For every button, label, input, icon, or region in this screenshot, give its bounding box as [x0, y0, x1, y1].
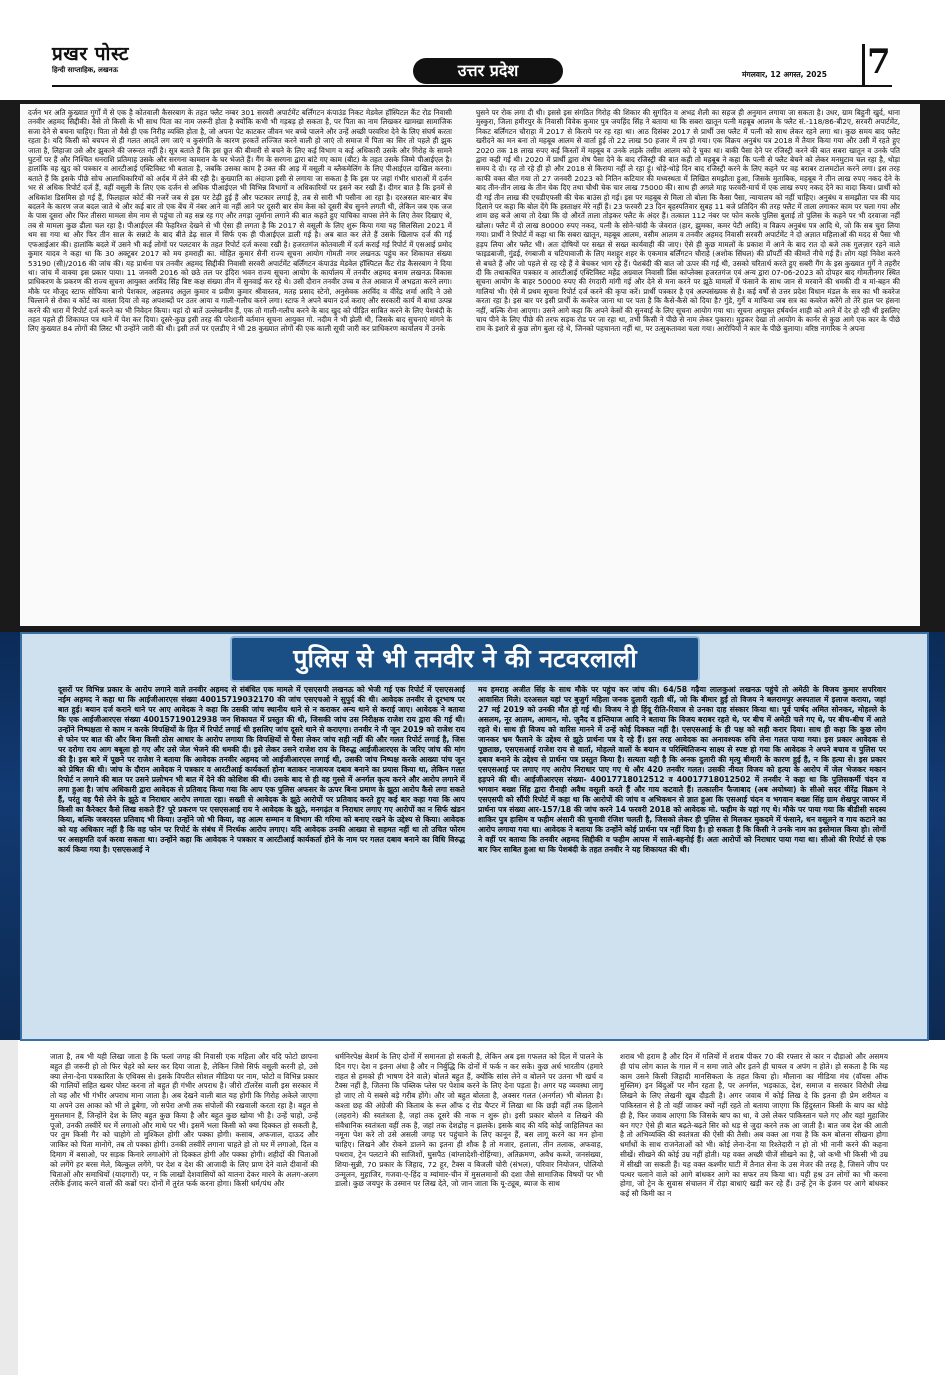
newspaper-name: प्रखर पोस्ट — [52, 43, 129, 65]
header-rule — [52, 85, 892, 87]
top-story-left-column: दर्जन भर अति कुख्यात गुर्गों में से एक है कोतवाली कैसरबाग के तहत फ्लैट नम्बर 301 सरवरी अपार्टमेंट बर्लिंगटन कंपाउंड निकट मेडवेल हॉस्पिटल कैंट रोड निवासी तनवीर अहमद सिद्दीकी। वैसे तो किसी के भी साथ पिता का नाम जरूरी होता है क्योंकि कभी भी गड़बड़ हो सकता है, पर पिता का नाम लिखकर खामखा सामाजिक सजा देने से बचना चाहिए। पिता तो वैसे ही एक निरीह व्यक्ति होता है, जो अपना पेट काटकर जीवन भर बच्चे पालने और उन्हें अच्छी परवरिश देने के लिए संघर्ष करता रहता है। यदि किसी को बचपन से ही गलत आदतें लग जाएं व कुसंगति के कारण हरकतें लज्जित करने वाली हो जाएं तो समाज में पिता का सिर तो पहले ही झुक जाता है, लिहाजा उसे और झुकाने की जरूरत नहीं है। सूत्र बताते हैं कि इस छूत की बीमारी से बचने के लिए कई विभाग व कई अधिकारी उसके और गिरोह के सामने घुटनों पर हैं और निश्चित धनराशि प्रतिमाह उसके और सरगना कामरान के घर भेजते हैं। गैंग के सरगना द्वारा बांटे गए काम (बीट) के तहत उसके जिम्मे पीआईएल है। हालांकि वह खुद को पत्रकार व आरटीआई एक्टिविस्ट भी बताता है, जबकि उसका काम है उक्त की आड़ में वसूली व ब्लैकमेलिंग के लिए पीआईएल दाखिल करना। बताते हैं कि इसके पीछे सोच आलाधिकारियों को अर्दब में लेने की रही है। कुख्याति का अंदाजा इसी से लगाया जा सकता है कि इस पर जहां गंभीर धाराओं में दर्जन भर से अधिक रिपोर्ट दर्ज हैं, वहीं वसूली के लिए एक दर्जन से अधिक पीआईएल भी विभिन्न विभागों व अधिकारियों पर इसने कर रखी हैं। दीगर बात है कि इनमें से अधिकांश डिसमिस हो गई हैं, फिलहाल कोर्ट की नजरें जब से इस पर टेढ़ी हुई हैं और फटकार लगाई है, तब से सारी भी पसीना आ रहा है। दरअसल बार-बार बेंच बदलने के कारण जज बदल जाते थे और कई बार तो एक बेंच में नंबर आने वा नहीं आने पर दूसरी बार सेम केस को दूसरी बेंच सुनने लगती थी, लेकिन जब एक जज के पास दूसरा और फिर तीसरा मामला सेम नाम से पहुंचा तो वह सन्न रह गए और तगड़ा जुर्माना लगाने की बात कहते हुए याचिका वापस लेने के लिए तेवर दिखाए थे, तब से मामला कुछ ढीला चल रहा है। पीआईएल की फेहरिश्त देखने से भी ऐसा ही लगता है कि 2017 से वसूली के लिए शुरू किया गया यह सिलसिला 2021 में थम सा गया था और फिर तीन साल के सन्नाटे के बाद बीते डेढ़ साल में सिर्फ एक ही पीआईएल डाली गई है। अब बात कर लेते हैं उसके खिलाफ दर्ज की गई एफआईआर की। हालांकि बदले में उसने भी कई लोगों पर पलटवार के तहत रिपोर्ट दर्ज करवा रखी है। हजरतगंज कोतवाली में दर्ज कराई गई रिपोर्ट में एसआई प्रमोद कुमार यादव ने कहा था कि 30 अक्टूबर 2017 को मय हमराही का. मोहित कुमार सैनी राज्य सूचना आयोग गोमती नगर लखनऊ पहुंच कर शिकायत संख्या 53190 (सी)/2016 की जांच की। यह प्रार्थना पत्र तनवीर अहमद सिद्दीकी निवासी सरवरी अपार्टमेंट बर्लिंगटन कंपाउंड मेडवेल हॉस्पिटल कैंट रोड कैसरबाग ने दिया था। जांच में वाक्या इस प्रकार पाया। 11 जनवरी 2016 को छठे तल पर इंदिरा भवन राज्य सूचना आयोग के कार्यालय में तनवीर अहमद बनाम लखनऊ विकास प्राधिकरण के प्रकरण की राज्य सूचना आयुक्त अरविंद सिंह बिष्ट कक्ष संख्या तीन में सुनवाई कर रहे थे। उसी दौरान तनवीर उच्च व तेज आवाज में अभद्रता करने लगा। मौके पर मौजूद स्टाफ सोफिया बानो पेशकार, अहलमद अतुल कुमार व प्रवीण कुमार श्रीवास्तव, मतह प्रसाद स्टेनो, अनुसेवक अरविंद व वीरेंद्र शर्मा आदि ने उसे चिल्लाने से रोका व कोर्ट का वास्ता दिया तो वह अपशब्दों पर उतर आया व गाली-गलौच करने लगा। स्टाफ ने अपने बयान दर्ज कराए और सरकारी कार्य में बाधा उत्पन्न करने की धारा में रिपोर्ट दर्ज करने का भी निवेदन किया। यहां दो बातें उल्लेखनीय हैं, एक तो गाली-गलौच करने के बाद खुद को पीड़ित साबित करने के लिए पेशबंदी के तहत पहले ही शिकायत पत्र थाने में पेश कर दिया। दूसरे-कुछ इसी तरह की परेशानी वर्तमान सूचना आयुक्त गो. नदीम ने भी झेली थी, जिसके बाद सुचनाएं मांगने के लिए कुख्यात 84 लोगों की लिस्ट भी उन्होंने जारी की थी। इसी तर्ज पर एलडीए ने भी 28 कुख्यात लोगों की एक काली सूची जारी कर प्राधिकरण कार्यालय में उनके — [28, 108, 452, 334]
feature-left-column: दूसरों पर विभिन्न प्रकार के आरोप लगाने वाले तनवीर अहमद से संबंधित एक मामले में एसएसपी लखनऊ को भेजी गई एक रिपोर्ट में एसएसआई नईम अहमद ने कहा था कि आईजीआरएस संख्या 40015719032170 की जांच एसएचओ ने सुपुर्द की थी। आवेदक तनवीर से दूरभाष पर बात हुई। बयान दर्ज कराने थाने पर आए आवेदक ने कहा कि उसकी जांच स्थानीय थाने से न कराकर अन्य थाने से कराई जाए। आवेदक ने बताया कि एक आईजीआरएस संख्या 40015719012938 जन शिकायत में प्रस्तुत की थी, जिसकी जांच उस निरीक्षक राजेश राय द्वारा की गई थी। उन्होंने निष्पक्षता से काम न करके विपक्षियों के हित में रिपोर्ट लगाई थी इसलिए जांच दूसरे थाने से कराएगा। तनवीर ने नौ जून 2019 को राजेश राय से फोन पर बात की और बिना किसी ठोस आधार के आरोप लगाया कि विपक्षियों से पैसा लेकर जांच सही नहीं की और गलत रिपोर्ट लगाई है, जिस पर दरोगा राय आग बबूला हो गए और उसे जेल भेजने की धमकी दी। इसे लेकर उसने राजेश राय के विरुद्ध आईजीआरएस के जरिए जांच की मांग की है। इस बारे में पूछने पर राजेश ने बताया कि आवेदक तनवीर अहमद जो आईजीआरएस लगाई थी, उसकी जांच निष्पक्ष करके आख्या पांच जून को प्रेषित की थी। जांच के दौरान आवेदक ने पत्रकार व आरटीआई कार्यकर्ता होना बताकर नाजायज दबाव बनाने का प्रयास किया था, लेकिन गलत रिपोर्ट न लगाने की बात पर उसने प्रलोभन भी बात में देने की कोशिश की थी। उसके बाद से ही वह गुस्से में अनर्गल कृत्य करने और आरोप लगाने में लगा हुआ है। जांच अधिकारी द्वारा आवेदक से प्रतिवाद किया गया कि आप एक पुलिस अफसर के ऊपर बिना प्रमाण के झूठा आरोप कैसे लगा सकते हैं, परंतु वह पैसे लेने के झूठे व निराधार आरोप लगाता रहा। सख्ती से आवेदक के झूठे आरोपों पर प्रतिवाद करते हुए कई बार कहा गया कि आप किसी का कैरेक्टर कैसे लिख सकते हैं? पूरे प्रकरण पर एसएसआई राय ने आवेदक के झूठे, मनगढ़ंत व निराधार लगाए गए आरोपों का न सिर्फ खंडन किया, बल्कि जबरदस्त प्रतिवाद भी किया। उन्होंने जो भी किया, वह आत्म सम्मान व विभाग की गरिमा को बनाए रखने के उद्देश्य से किया। आवेदक को यह अधिकार नहीं है कि वह फोन पर रिपोर्ट के संबंध में निरर्थक आरोप लगाए। यदि आवेदक उनकी आख्या से सहमत नहीं था तो उचित फोरम पर असहमति दर्ज करवा सकता था। उन्होंने कहा कि आवेदक ने पत्रकार व आरटीआई कार्यकर्ता होने के नाम पर गलत दबाव बनाने का विधि विरुद्ध कार्य किया गया है। एसएसआई ने — [58, 685, 465, 854]
page-number: 7 — [867, 42, 891, 82]
newspaper-subtitle: हिन्दी साप्ताहिक, लखनऊ — [52, 66, 119, 74]
section-label: उत्तर प्रदेश — [413, 58, 563, 84]
bottom-column-2: धर्मनिरपेक्ष बेशर्म के लिए दोनों में समानता हो सकती है, लेकिन अब इस गफलत को दिल में पालने के दिन गए। देश न इतना अंधा है और न निर्बुद्धि कि दोनों में फर्क न कर सके। कुछ अर्ध भारतीय (हमारे राहत से हमको ही भाषण देने वाले) बोलते बहुत हैं, क्योंकि सांस लेने व बोलने पर उतना भी खर्च व टैक्स नहीं है, जितना कि पब्लिक प्लेस पर पेशाब करने के लिए देना पड़ता है। अगर यह व्यवस्था लागू हो जाए तो ये सबसे बड़े गरीब होंगे। और जो बहुत बोलता है, अक्सर गलत (अनर्गल) भी बोलता है। कश्ता छह की अंग्रेजी की किताब के रूल ऑफ द रोड चैप्टर में लिखा था कि छड़ी वहीं तक हिलाने (लहराने) की स्वतंत्रता है, जहां तक दूसरे की नाक न शुरू हो। इसी प्रकार बोलने व लिखने की संवैधानिक स्वतंत्रता वहीं तक है, जहां तक देशद्रोह न झलके। इसके बाद की यदि कोई जाहिलियत का नमूना पेश करे तो उसे असली जगह पर पहुंचाने के लिए कानून हैं, बस लागू करने का मन होना चाहिए। लिखने और रोकने डालने का इतना ही शौक है तो मजार, हलाला, तीन तलाक, अफवाह, पथराव, ट्रेन पलटाने की साजिशों, घुसपैठ (बांग्लादेशी-रोहिंग्या), अतिक्रमण, अवैध कब्जे, जनसंख्या, शिया-सुन्नी, 70 प्रकार के जिहाद, 72 हूर, टैक्स व बिजली चोरी (संभल), परिवार नियोजन, पोलियो उन्मूलन, मुहाजिर, गजवा-ए-हिंद व म्यांमार-चीन में मुसलमानों की दशा जैसे सामाजिक विषयों पर भी डालो। कुछ जयपुर के उस्मान पर लिख देते, जो जान जाता कि यू-ट्यूब, ब्याज के साथ — [335, 1052, 603, 1189]
feature-headline: पुलिस से भी तनवीर ने की नटवरलाली — [230, 636, 700, 682]
left-edge-decoration — [0, 1040, 18, 1375]
masthead — [52, 40, 892, 88]
feature-right-column: मय हमराह अजीत सिंह के साथ मौके पर पहुंच कर जांच की। 64/58 गढ़ैया लालकुआं लखनऊ पहुंचे तो अमेठी के विजय कुमार सपरिवार आवासित मिले। दरअसल यहां पर बुजुर्ग महिला जनक दुलारी रहती थीं, जो कि बीमार हुईं तो विजय ने बलरामपुर अस्पताल में इलाज कराया, जहां 27 मई 2019 को उनकी मौत हो गई थी। विजय ने ही हिंदू रीति-रिवाज से उनका दाह संस्कार किया था। पूर्व पार्षद अमित सोनकर, मोहल्ले के असलम, नूर आलम, आमान, मो. जुनैद व इम्तियाज आदि ने बताया कि विजय बराबर रहते थे, पर बीच में अमेठी चले गए थे, पर बीच-बीच में आते रहते थे। साथ ही विजय को वारिस मानने में उन्हें कोई दिक्कत नहीं है। एसएसआई के ही पक्ष को सही करार दिया। साथ ही कहा कि कुछ लोग जानकर भ्रम फैलाने के उद्देश्य से झूठे प्रार्थना पत्र दे रहे हैं। इस तरह आवेदक का अनावश्यक रुचि लेना गलत पाया गया। इस प्रकार आवेदक से पूछताछ, एसएसआई राजेश राय से वार्ता, मोहल्ले वालों के बयान व परिस्थितिजन्य साक्ष्य से स्पष्ट हो गया कि आवेदक ने अपने बचाव व पुलिस पर दबाव बनाने के उद्देश्य से प्रार्थना पत्र प्रस्तुत किया है। सत्यता यही है कि अनक दुलारी की मृत्यु बीमारी के कारण हुई है, न कि हत्या से। इस प्रकार एसएसआई पर लगाए गए आरोप निराधार पाए गए थे और 420 तनवीर गलत। उसकी नीयत विजय को हत्या के आरोप में जेल भेजकर मकान हड़पने की थी। आईजीआरएस संख्या- 40017718012512 व 40017718012502 में तनवीर ने कहा था कि पुलिसकर्मी चंदन व भगवान बख्श सिंह द्वारा रौनाही अवैध वसूली करते हैं और गाय कटवाते हैं। तत्कालीन फैजाबाद (अब अयोध्या) के सीओ सदर वीरेंद्र विक्रम ने एसएसपी को सौंपी रिपोर्ट में कहा था कि आरोपों की जांच व अभिकथन से ज्ञात हुआ कि एसआई चंदन व भगवान बख्श सिंह ग्राम शेखपुर जाफर में प्रार्थना पत्र संख्या आर-157/18 की जांच करने 14 फरवरी 2018 को आवेदक मो. फहीम के यहां गए थे। मौके पर पाया गया कि बीडीसी सदस्य शाकिर पुत्र हासिम व फहीम अंसारी की चुनावी रंजिश चलती है, जिसको लेकर ही पुलिस से मिलकर मुकदमे में फंसाने, धन वसूलने व गाय कटाने का आरोप लगाया गया था। आवेदक ने बताया कि उन्होंने कोई प्रार्थना पत्र नहीं दिया है। हो सकता है कि किसी ने उनके नाम का इस्तेमाल किया हो। लोगों ने वहीं पर बताया कि तनवीर अहमद सिद्दीकी व फहीम आपस में साले-बहनोई हैं। अतः आरोपों को निराधार पाया गया था। सीओ की रिपोर्ट से एक बार फिर साबित हुआ था कि पेशबंदी के तहत तनवीर ने यह शिकायत की थी। — [478, 685, 886, 854]
bottom-column-1: जाता है, तब भी यही लिखा जाता है कि फलां जगह की निवासी एक महिला और यदि फोटो छापना बहुत ही जरूरी हो तो फिर चेहरे को ब्लर कर दिया जाता है, लेकिन जिसे सिर्फ वसूली करनी हो, उसे क्या लेना-देना पत्रकारिता के एथिक्स से। इसके विपरीत सोशल मीडिया पर नाम, फोटो व विभिन्न प्रकार की गालियों सहित खबर पोस्ट करना तो बहुत ही गंभीर अपराध है। जीरो टॉलरेंस वाली इस सरकार में तो यह और भी गंभीर अपराध माना जाता है। अब देखने वाली बात यह होगी कि गिरोह अकेले जाएगा या अपने उस आका को भी ले डूबेगा, जो सपेरा अभी तक संपोलों की रखवाली करता रहा है। बहुत से मुसलमान हैं, जिन्होंने देश के लिए बहुत कुछ किया है और बहुत कुछ खोया भी है। उन्हें चाहो, उन्हें पूजो, उनकी तस्वीरें घर में लगाओ और माथे पर भी। इसमें भला किसी को क्या दिक्कत हो सकती है, पर तुम किसी गैर को चाहोगे तो मुश्किल होगी और पक्का होगी। कसाब, अफजाल, दाऊद और जाकिर को पिता मानोगे, तब तो पक्का होगी। उनकी तस्वीरें लगाना चाहते हो तो घर में लगाओ, दिल व दिमाग में बसाओ, पर सड़क किनारे लगाओगे तो दिक्कत होगी और पक्का होगी। शहीदों की चिताओं को लगेंगे हर बरस मेले, बिल्कुल लगेंगे, पर देश व देश की आजादी के लिए प्राण देने वाले दीवानों की चिताओं और समाधियों (यादगारों) पर, न कि लाखों देशवासियों को यातना देकर मारने के अलग-अलग तरीके ईजाद करने वालों की कब्रों पर। दोनों में तुरंत फर्क करना होगा। किसी धर्म/पंथ और — [50, 1052, 318, 1189]
top-story-right-column: घुसने पर रोक लगा दी थी। इससे इस संगठित गिरोह की शिकार की सुगंदित व अभद्र शैली का सहज ही अनुमान लगाया जा सकता है। उधर, ग्राम बिहुनी खुर्द, थाना मुस्कुरा, जिला हमीरपुर के निवासी विवेक कुमार पुत्र जयहिंद सिंह ने बताया था कि सबरा खातून पत्नी महबूब आलम के फ्लैट सं.-118/86-बी2ए, सरवरी अपार्टमेंट, निकट बर्लिंगटन चौराहा में 2017 से किराये पर रह रहा था। आठ दिसंबर 2017 से प्रार्थी उस फ्लैट में पत्नी को साथ लेकर रहने लगा था। कुछ समय बाद फ्लैट खरीदने का मन बना तो महबूब आलम से वार्ता हुई तो 22 लाख 50 हजार में तय हो गया। एक विक्रय अनुबंध पत्र 2018 में तैयार किया गया और उसी में रहते हुए 2020 तक 18 लाख रुपए कई किस्तों में महबूब व उनके लड़के तसीम आलम को दे चुका था। बाकी पैसा देने पर रजिस्ट्री करने की बात सबरा खातून व उनके पति द्वारा कही गई थी। 2020 में प्रार्थी द्वारा शेष पैसा देने के बाद रजिस्ट्री की बात कही तो महबूब ने कहा कि पत्नी से फ्लैट बेचने को लेकर मनमुटाव चल रहा है, थोड़ा समय दे दो। रह तो रहे ही हो और 2018 से किराया नहीं ले रहा हूं। थोड़े-थोड़े दिन बाद रजिस्ट्री करने के लिए कहने पर वह बराबर टालमटोल करने लगा। इस तरह काफी वक्त बीत गया तो 27 जनवरी 2023 को नितिन कटियार की मध्यस्थता में लिखित समझौता हुआ, जिसके मुताबिक, महबूब ने तीन लाख रुपए नकद देने के बाद तीन-तीन लाख के तीन चेक दिए तथा चौथी चेक चार लाख 75000 की। साथ ही अगले माह फरवरी-मार्च में एक लाख रुपए नकद देने का वादा किया। प्रार्थी को दी गई तीन लाख की एचडीएफसी की चेक बाउंस हो गई। इस पर महबूब से मिला तो बोला कि कैसा पैसा, न्यायालय को नहीं चाहिए। अनुबंध व समझौता पत्र की याद दिलाने पर कहा कि बोल देंगे कि हस्ताक्षर मेरे नहीं हैं। 23 फरवरी 23 दिन बृहस्पतिवार सुबह 11 बजे प्रतिदिन की तरह फ्लैट में ताला लगाकर काम पर चला गया और शाम छह बजे आया तो देखा कि दो औरतें ताला तोड़कर फ्लैट के अंदर हैं। तत्काल 112 नंबर पर फोन करके पुलिस बुलाई तो पुलिस के कहने पर भी दरवाजा नहीं खोला। फ्लैट में दो लाख 80000 रुपए नकद, पत्नी के सोने-चांदी के जेवरात (हार, झुमका, कमर पेटी आदि) व विक्रय अनुबंध पत्र आदि थे, जो कि सब चुरा लिया गया। प्रार्थी ने रिपोर्ट में कहा था कि सबरा खातून, महबूब आलम, वसीम आलम व तनवीर अहमद निवासी सरवरी अपार्टमेंट ने दो अज्ञात महिलाओं की मदद से पैसा भी हड़प लिया और फ्लैट भी। अतः दोषियों पर सख्त से सख्त कार्यवाही की जाए। ऐसे ही कुछ मामलों के प्रकाश में आने के बाद रात दो बजे तक गुलज़ार रहने वाले फाइडबाजी, गुंडई, रंगबाजी व चटियावाजी के लिए मशहूर शहर के एकमात्र बर्लिंगटन चौराहे (अशोक सिंघल) की प्रॉपर्टी की कीमतें नीचे गई हैं। लोग यहां निवेश करने से बचते हैं और जो पहले से रह रहे हैं वे बेचकर भाग रहे हैं। पेशबंदी की बात जो ऊपर की गई थी, उसको चरितार्थ करते हुए सबरी गैंग के इस कुख्यात गुर्गे ने तहरीर दी कि तथाकथित पत्रकार व आरटीआई एक्टिविस्ट महेंद्र अग्रवाल निवासी प्रिंस कांप्लेक्स हजरतगंज एवं अन्य द्वारा 07-06-2023 को दोपहर बाद गोमतीनगर स्थित सूचना आयोग के बाहर 50000 रुपए की रंगदारी मांगी गई और देने से मना करने पर झूठे मामलों में फंसाने के साथ जान से मरवाने की धमकी दी व मां-बहन की गालियां भी। ऐसे में प्रथम सूचना रिपोर्ट दर्ज करने की कृपा करें। प्रार्थी पत्रकार है एवं अल्पसंख्यक से है। कई वर्षों से उत्तर प्रदेश विधान मंडल के सत्र का भी कवरेज करता रहा है। इस बार पर इसी प्रार्थी के कवरेज जाना था पर पता है कि कैसे-कैसे को दिया है? गुंडे, गुर्गे व माफिया जब सत्र का कवरेज करेंगे तो तेरे हाल पर हंसना नहीं, बल्कि रोना आएगा। उसने आगे कहा कि अपने केसों की सुनवाई के लिए सूचना आयोग गया था। सूचना आयुक्त हर्षवर्धन शाही को आने में देर हो रही थी इसलिए चाय पीने के लिए पीछे की तरफ सड़क रोड पर जा रहा था, तभी किसी ने पीछे से नाम लेकर पुकारा। मुड़कर देखा तो आयोग के कार्नर से कुछ आगे एक कार के पीछे राम के इशारे से कुछ लोग बुला रहे थे, जिनको पहचानता नहीं था, पर उत्सुकतावश चला गया। आरोपियों ने कार के पीछे बुलाया। वरिष्ठ नागरिक ने अपना — [476, 108, 900, 334]
issue-date: मंगलवार, 12 अगस्त, 2025 — [742, 70, 827, 79]
page-number-divider — [862, 44, 865, 86]
bottom-column-3: शराब भी हराम है और दिन में गलियों में शराब पीकर 70 की रफ्तार से कार न दौड़ाओ और असमय ही पांच लोग काल के गाल में न समा जाते और इतने ही घायल व अपंग न होते। हो सकता है कि यह काम उसने किसी जिहादी मानसिकता के तहत किया हो। मौलाना का मीडिया मंच (वॉयस ऑफ मुस्लिम) इन बिंदुओं पर मौन रहता है, पर अनर्गल, भड़काऊ, देश, समाज व सरकार विरोधी लेख लिखने के लिए लेखनी खूब दौड़ती है। अगर जवाब में कोई लिख दे कि इतना ही प्रेम शरीयत व पाकिस्तान से है तो वहीं जाकर क्यों नहीं रहते तो बताया जाएगा कि हिंदुस्तान किसी के बाप का थोड़े ही है, फिर जवाब आएगा कि जिसके बाप का था, वे उसे लेकर पाकिस्तान चले गए और यहां मुहाजिर बन गए? ऐसे ही बात बढ़ते-बढ़ते सिर को धड़ से जुदा करने तक आ जाती है। बात जब देश की आती है तो अभिव्यक्ति की स्वतंत्रता की ऐसी की तैसी। अब वक्त आ गया है कि कम बोलना सीखना होगा धर्मांधों के साथ राजनेताओं को भी। कोई लेना-देना या रिश्तेदारी न हो तो भी नानी करने की कहना सीखें। सीखने की कोई उम्र नहीं होती। यह वक्त अच्छी चीजें सीखने का है, जो कभी भी किसी भी उम्र में सीखी जा सकती हैं। यह वक्त कश्मीर घाटी में तैनात सेना के उस मेजर की तरह है, जिसने जीप पर पत्थर चलाने वाले को आगे बांधकर आगे का सफर तय किया था। यही हश्र उन लोगों का भी करना होगा, जो ट्रेन के सुवास संचालन में रोड़ा बाधाएं खड़ी कर रहे हैं। उन्हें ट्रेन के इंजन पर आगे बांधकर कई सौ किमी का न — [620, 1052, 888, 1199]
